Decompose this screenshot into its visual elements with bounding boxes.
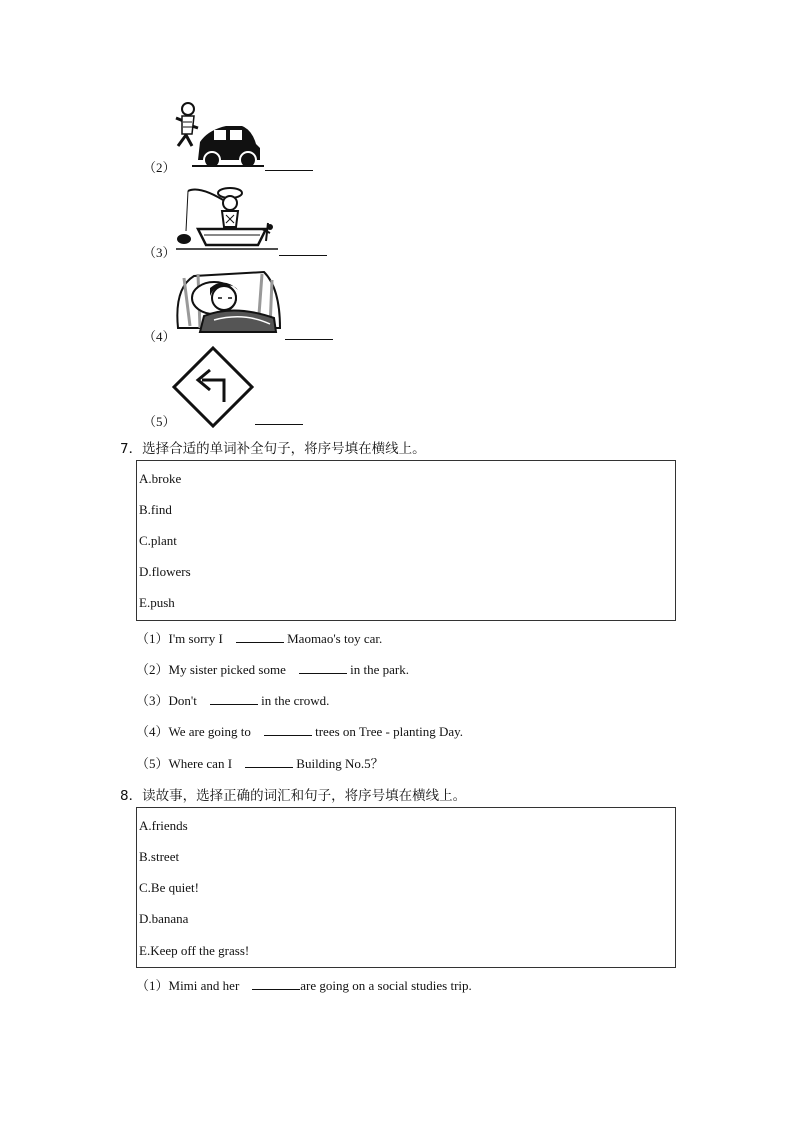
sentence-before: Don't: [168, 693, 197, 708]
answer-blank[interactable]: [285, 327, 333, 340]
sentence-before: My sister picked some: [168, 662, 286, 677]
question-7-sentence-5: [136, 753, 384, 772]
sentence-after: in the park.: [350, 662, 409, 677]
option-a: A.broke: [139, 471, 182, 486]
sentence-number: （1）: [136, 978, 169, 993]
sentence-before: Mimi and her: [168, 978, 240, 993]
question-8-title: 8．读故事，选择正确的词汇和句子，将序号填在横线上。: [120, 788, 467, 804]
question-7-title: 7．选择合适的单词补全句子，将序号填在横线上。: [120, 441, 426, 457]
sentence-after: Building No.5？: [296, 756, 384, 771]
option-b: B.street: [139, 849, 180, 864]
sentence-number: （2）: [136, 662, 169, 677]
sentence-after: Maomao's toy car.: [287, 631, 383, 646]
question-7-sentence-4: [136, 721, 463, 740]
person-and-car-icon: [172, 100, 264, 170]
item-number: （2）: [143, 160, 176, 175]
item-number: （3）: [143, 245, 176, 260]
sentence-before: I'm sorry I: [168, 631, 223, 646]
answer-blank[interactable]: [245, 755, 293, 768]
sentence-after: trees on Tree - planting Day.: [315, 724, 464, 739]
option-d: D.banana: [139, 911, 189, 926]
option-d: D.flowers: [139, 564, 191, 579]
sentence-number: （3）: [136, 693, 169, 708]
sentence-after: in the crowd.: [261, 693, 330, 708]
question-8-sentence-1: [136, 975, 472, 994]
option-b: B.find: [139, 502, 172, 517]
answer-blank[interactable]: [255, 412, 303, 425]
answer-blank[interactable]: [264, 723, 312, 736]
item-number: （5）: [143, 414, 176, 429]
answer-blank[interactable]: [252, 977, 300, 990]
sleeping-girl-icon: [174, 268, 284, 338]
question-7-sentence-3: [136, 690, 329, 709]
sentence-number: （5）: [136, 756, 169, 771]
question-7-sentence-1: [136, 628, 382, 647]
sentence-number: （4）: [136, 724, 169, 739]
sentence-before: We are going to: [168, 724, 251, 739]
sentence-before: Where can I: [168, 756, 233, 771]
fishing-boat-icon: [170, 183, 280, 253]
answer-blank[interactable]: [265, 158, 313, 171]
question-7-sentence-2: [136, 659, 409, 678]
answer-blank[interactable]: [279, 243, 327, 256]
question-7-option-box: [136, 460, 676, 621]
item-number: （4）: [143, 329, 176, 344]
turn-left-sign-icon: [172, 346, 254, 428]
sentence-number: （1）: [136, 631, 169, 646]
option-e: E.Keep off the grass!: [139, 943, 250, 958]
option-c: C.plant: [139, 533, 177, 548]
answer-blank[interactable]: [299, 661, 347, 674]
question-8-option-box: [136, 807, 676, 968]
answer-blank[interactable]: [210, 692, 258, 705]
option-c: C.Be quiet!: [139, 880, 199, 895]
sentence-after: are going on a social studies trip.: [300, 978, 472, 993]
answer-blank[interactable]: [236, 630, 284, 643]
option-a: A.friends: [139, 818, 188, 833]
option-e: E.push: [139, 595, 175, 610]
